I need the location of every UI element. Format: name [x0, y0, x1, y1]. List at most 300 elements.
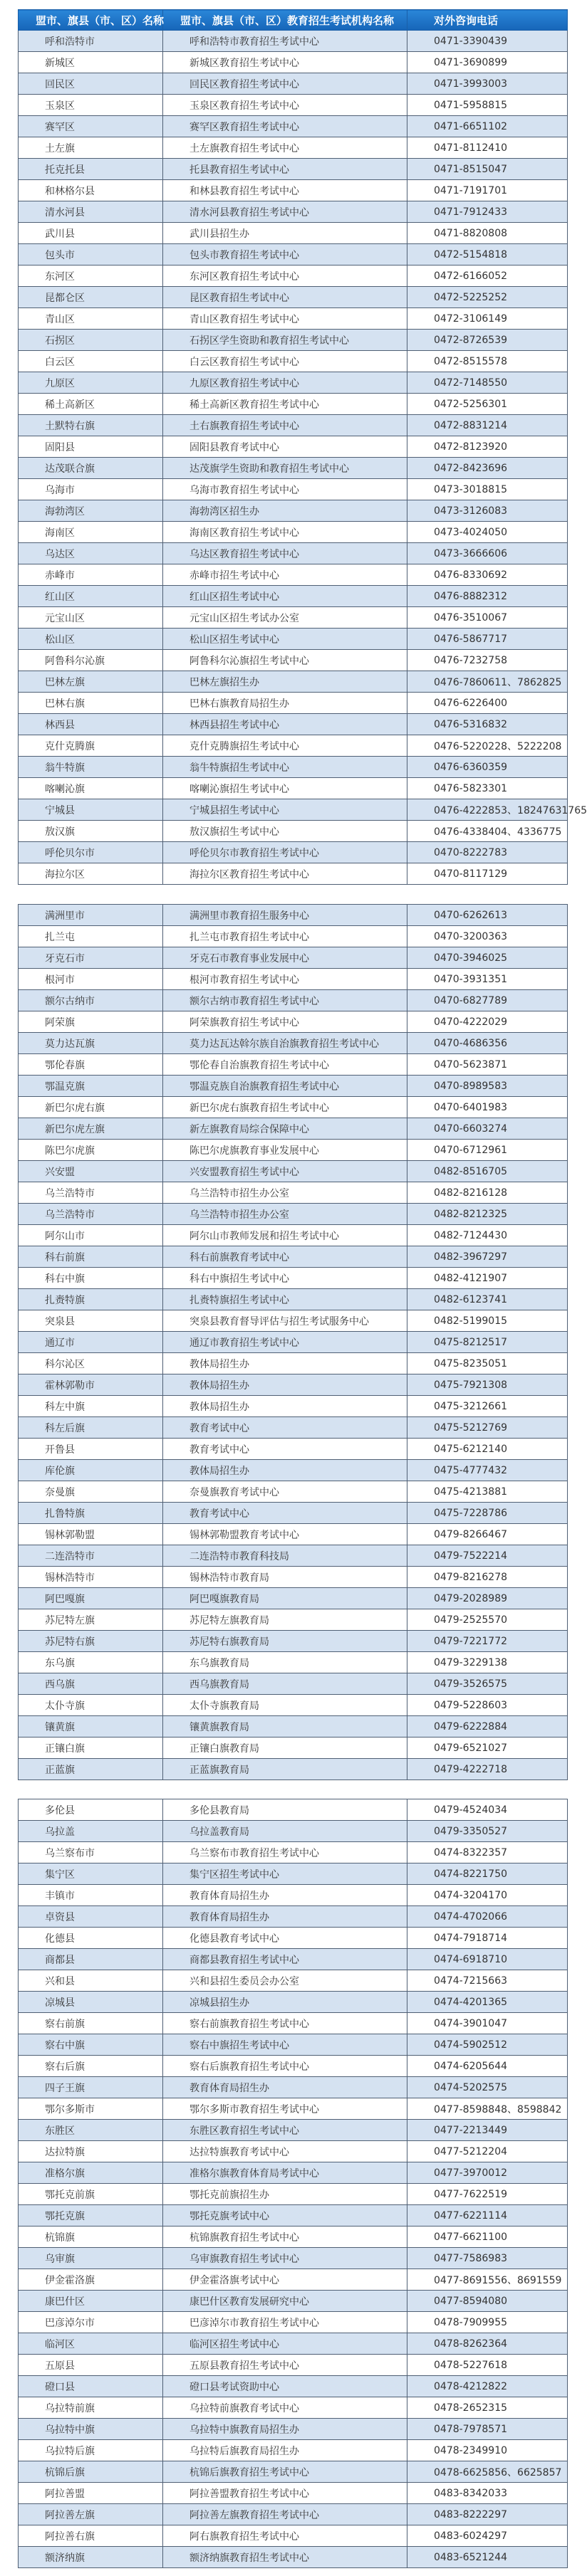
- region-name-cell: 石拐区: [19, 330, 163, 351]
- table-row: [19, 31, 568, 52]
- region-name-cell: 鄂托克前旗: [19, 2184, 163, 2205]
- phone-cell: 0479-4222718: [407, 1759, 568, 1780]
- office-name-cell: 突泉县教育督导评估与招生考试服务中心: [163, 1310, 407, 1332]
- phone-cell: 0472-5256301: [407, 394, 568, 415]
- phone-cell: 0473-3018815: [407, 479, 568, 500]
- table-row: [19, 757, 568, 778]
- office-name-cell: 元宝山区招生考试办公室: [163, 607, 407, 629]
- region-name-cell: 化德县: [19, 1928, 163, 1949]
- region-name-cell: 丰镇市: [19, 1885, 163, 1906]
- table-row: [19, 607, 568, 629]
- phone-cell: 0475-4213881: [407, 1481, 568, 1503]
- phone-cell: 0470-8222783: [407, 842, 568, 863]
- table-row: [19, 2227, 568, 2248]
- office-name-cell: 呼伦贝尔市教育招生考试中心: [163, 842, 407, 863]
- region-name-cell: 阿荣旗: [19, 1011, 163, 1033]
- region-name-cell: 回民区: [19, 73, 163, 95]
- phone-cell: 0478-4212822: [407, 2376, 568, 2397]
- table-row: [19, 1161, 568, 1182]
- table-row: [19, 223, 568, 244]
- table-row: [19, 1738, 568, 1759]
- table-row: [19, 586, 568, 607]
- region-name-cell: 林西县: [19, 714, 163, 735]
- region-name-cell: 和林格尔县: [19, 180, 163, 201]
- phone-cell: 0474-6918710: [407, 1949, 568, 1970]
- office-name-cell: 杭锦后旗教育招生考试中心: [163, 2461, 407, 2483]
- region-name-cell: 察右前旗: [19, 2013, 163, 2034]
- table-row: [19, 351, 568, 372]
- table-row: [19, 1268, 568, 1289]
- table-row: [19, 2077, 568, 2098]
- table-row: [19, 1759, 568, 1780]
- office-name-cell: 通辽市教育招生考试中心: [163, 1332, 407, 1353]
- table-row: [19, 947, 568, 969]
- phone-cell: 0479-7221772: [407, 1631, 568, 1652]
- office-name-cell: 太仆寺旗教育局: [163, 1695, 407, 1716]
- office-name-cell: 阿巴嘎旗教育局: [163, 1588, 407, 1609]
- region-name-cell: 察右中旗: [19, 2034, 163, 2056]
- office-name-cell: 稀土高新区教育招生考试中心: [163, 394, 407, 415]
- phone-cell: 0471-3690899: [407, 52, 568, 73]
- phone-cell: 0472-5154818: [407, 244, 568, 266]
- office-name-cell: 赛罕区教育招生考试中心: [163, 116, 407, 137]
- table-row: [19, 2013, 568, 2034]
- region-name-cell: 昆都仑区: [19, 287, 163, 308]
- region-name-cell: 商都县: [19, 1949, 163, 1970]
- table-row: [19, 1011, 568, 1033]
- table-row: [19, 394, 568, 415]
- table-row: [19, 735, 568, 757]
- table-row: [19, 266, 568, 287]
- region-name-cell: 白云区: [19, 351, 163, 372]
- office-name-cell: 海勃湾区招生办: [163, 500, 407, 522]
- region-name-cell: 奈曼旗: [19, 1481, 163, 1503]
- region-name-cell: 松山区: [19, 629, 163, 650]
- office-name-cell: 教育体育局招生办: [163, 2077, 407, 2098]
- table-row: [19, 2205, 568, 2227]
- phone-cell: 0483-6024297: [407, 2525, 568, 2547]
- region-name-cell: 扎赉特旗: [19, 1289, 163, 1310]
- phone-cell: 0473-3126083: [407, 500, 568, 522]
- table-row: [19, 1054, 568, 1076]
- office-name-cell: 海拉尔区教育招生考试中心: [163, 863, 407, 885]
- region-name-cell: 伊金霍洛旗: [19, 2269, 163, 2291]
- office-name-cell: 东胜区教育招生考试中心: [163, 2120, 407, 2141]
- region-name-cell: 阿拉善左旗: [19, 2504, 163, 2525]
- office-name-cell: 乌拉特中旗教育局招生办: [163, 2419, 407, 2440]
- office-name-cell: 察右前旗教育招生考试中心: [163, 2013, 407, 2034]
- office-name-cell: 东乌旗教育局: [163, 1652, 407, 1673]
- office-name-cell: 呼和浩特市教育招生考试中心: [163, 31, 407, 52]
- region-name-cell: 新巴尔虎右旗: [19, 1097, 163, 1118]
- region-name-cell: 阿拉善右旗: [19, 2525, 163, 2547]
- phone-cell: 0476-3510067: [407, 607, 568, 629]
- office-name-cell: 达拉特旗教育考试中心: [163, 2141, 407, 2162]
- region-name-cell: 锡林郭勒盟: [19, 1524, 163, 1545]
- office-name-cell: 镶黄旗教育局: [163, 1716, 407, 1738]
- phone-cell: 0476-5823301: [407, 778, 568, 799]
- phone-cell: 0477-3970012: [407, 2162, 568, 2184]
- phone-cell: 0479-3350527: [407, 1821, 568, 1842]
- column-header-phone: 对外咨询电话: [407, 10, 568, 31]
- region-name-cell: 鄂尔多斯市: [19, 2098, 163, 2120]
- region-name-cell: 卓资县: [19, 1906, 163, 1928]
- table-row: [19, 137, 568, 159]
- phone-cell: 0471-3993003: [407, 73, 568, 95]
- phone-cell: 0479-4524034: [407, 1799, 568, 1821]
- phone-cell: 0477-6621100: [407, 2227, 568, 2248]
- phone-cell: 0471-3390439: [407, 31, 568, 52]
- office-name-cell: 苏尼特左旗教育局: [163, 1609, 407, 1631]
- table-row: [19, 372, 568, 394]
- table-row: [19, 2291, 568, 2312]
- table-row: [19, 1885, 568, 1906]
- office-name-cell: 教育体育局招生办: [163, 1906, 407, 1928]
- office-name-cell: 鄂尔多斯市教育招生考试中心: [163, 2098, 407, 2120]
- phone-cell: 0470-6401983: [407, 1097, 568, 1118]
- phone-cell: 0478-5227618: [407, 2355, 568, 2376]
- phone-cell: 0474-3901047: [407, 2013, 568, 2034]
- office-name-cell: 达茂旗学生资助和教育招生考试中心: [163, 458, 407, 479]
- table-row: [19, 1225, 568, 1246]
- region-name-cell: 扎鲁特旗: [19, 1503, 163, 1524]
- region-name-cell: 鄂伦春旗: [19, 1054, 163, 1076]
- office-name-cell: 苏尼特右旗教育局: [163, 1631, 407, 1652]
- table-row: [19, 2184, 568, 2205]
- table-row: [19, 308, 568, 330]
- region-name-cell: 阿巴嘎旗: [19, 1588, 163, 1609]
- table-row: [19, 1928, 568, 1949]
- phone-cell: 0471-8515047: [407, 159, 568, 180]
- region-name-cell: 乌审旗: [19, 2248, 163, 2269]
- office-name-cell: 准格尔旗教育体育局考试中心: [163, 2162, 407, 2184]
- table-header-row: [19, 10, 568, 31]
- table-row: [19, 2098, 568, 2120]
- region-name-cell: 集宁区: [19, 1863, 163, 1885]
- column-header-region: 盟市、旗县（市、区）名称: [19, 10, 163, 31]
- phone-cell: 0475-7228786: [407, 1503, 568, 1524]
- table-row: [19, 778, 568, 799]
- region-name-cell: 翁牛特旗: [19, 757, 163, 778]
- region-name-cell: 杭锦后旗: [19, 2461, 163, 2483]
- office-name-cell: 锡林浩特市教育局: [163, 1567, 407, 1588]
- region-name-cell: 固阳县: [19, 436, 163, 458]
- office-name-cell: 察右中旗招生考试中心: [163, 2034, 407, 2056]
- region-name-cell: 通辽市: [19, 1332, 163, 1353]
- table-row: [19, 1863, 568, 1885]
- office-name-cell: 乌达区教育招生考试中心: [163, 543, 407, 564]
- region-name-cell: 正镶白旗: [19, 1738, 163, 1759]
- office-name-cell: 阿尔山市教师发展和招生考试中心: [163, 1225, 407, 1246]
- region-name-cell: 清水河县: [19, 201, 163, 223]
- table-row: [19, 2504, 568, 2525]
- table-row: [19, 1652, 568, 1673]
- phone-cell: 0470-6712961: [407, 1140, 568, 1161]
- region-name-cell: 科左后旗: [19, 1417, 163, 1439]
- office-name-cell: 宁城县招生考试中心: [163, 799, 407, 821]
- office-name-cell: 教体局招生办: [163, 1353, 407, 1374]
- phone-cell: 0474-5202575: [407, 2077, 568, 2098]
- phone-cell: 0475-6212140: [407, 1439, 568, 1460]
- phone-cell: 0477-8691556、8691559: [407, 2269, 568, 2291]
- phone-cell: 0470-3200363: [407, 926, 568, 947]
- region-name-cell: 东乌旗: [19, 1652, 163, 1673]
- phone-cell: 0474-8322357: [407, 1842, 568, 1863]
- phone-cell: 0476-6360359: [407, 757, 568, 778]
- phone-cell: 0482-4121907: [407, 1268, 568, 1289]
- office-name-cell: 教育体育局招生办: [163, 1885, 407, 1906]
- table-row: [19, 1204, 568, 1225]
- region-name-cell: 莫力达瓦旗: [19, 1033, 163, 1054]
- region-name-cell: 阿鲁科尔沁旗: [19, 650, 163, 671]
- office-name-cell: 阿拉善盟教育招生考试中心: [163, 2483, 407, 2504]
- region-name-cell: 准格尔旗: [19, 2162, 163, 2184]
- phone-cell: 0479-2525570: [407, 1609, 568, 1631]
- office-name-cell: 西乌旗教育局: [163, 1673, 407, 1695]
- region-name-cell: 巴林右旗: [19, 693, 163, 714]
- office-name-cell: 锡林郭勒盟教育考试中心: [163, 1524, 407, 1545]
- phone-cell: 0472-5225252: [407, 287, 568, 308]
- phone-cell: 0472-6166052: [407, 266, 568, 287]
- region-name-cell: 呼和浩特市: [19, 31, 163, 52]
- table-row: [19, 1970, 568, 1992]
- table-row: [19, 1033, 568, 1054]
- region-name-cell: 陈巴尔虎旗: [19, 1140, 163, 1161]
- table-row: [19, 1076, 568, 1097]
- office-name-cell: 教体局招生办: [163, 1460, 407, 1481]
- phone-cell: 0477-6221114: [407, 2205, 568, 2227]
- region-name-cell: 武川县: [19, 223, 163, 244]
- phone-cell: 0472-8726539: [407, 330, 568, 351]
- table-row: [19, 1673, 568, 1695]
- table-row: [19, 1182, 568, 1204]
- region-name-cell: 库伦旗: [19, 1460, 163, 1481]
- region-name-cell: 二连浩特市: [19, 1545, 163, 1567]
- region-name-cell: 鄂托克旗: [19, 2205, 163, 2227]
- office-name-cell: 固阳县教育考试中心: [163, 436, 407, 458]
- office-name-cell: 新左旗教育局综合保障中心: [163, 1118, 407, 1140]
- phone-cell: 0477-2213449: [407, 2120, 568, 2141]
- phone-cell: 0470-3931351: [407, 969, 568, 990]
- region-name-cell: 四子王旗: [19, 2077, 163, 2098]
- phone-cell: 0474-4201365: [407, 1992, 568, 2013]
- table-row: [19, 201, 568, 223]
- table-row: [19, 990, 568, 1011]
- table-row: [19, 629, 568, 650]
- office-name-cell: 临河区招生考试中心: [163, 2333, 407, 2355]
- office-name-cell: 乌海市教育招生考试中心: [163, 479, 407, 500]
- table-row: [19, 2376, 568, 2397]
- office-name-cell: 额济纳旗教育招生考试中心: [163, 2547, 407, 2568]
- table-row: [19, 500, 568, 522]
- region-name-cell: 乌拉盖: [19, 1821, 163, 1842]
- region-name-cell: 乌拉特前旗: [19, 2397, 163, 2419]
- region-name-cell: 苏尼特右旗: [19, 1631, 163, 1652]
- office-name-cell: 白云区教育招生考试中心: [163, 351, 407, 372]
- office-name-cell: 敖汉旗招生考试中心: [163, 821, 407, 842]
- region-name-cell: 扎兰屯: [19, 926, 163, 947]
- region-name-cell: 镶黄旗: [19, 1716, 163, 1738]
- table-row: [19, 1799, 568, 1821]
- phone-cell: 0477-7622519: [407, 2184, 568, 2205]
- office-name-cell: 扎兰屯市教育招生考试中心: [163, 926, 407, 947]
- region-name-cell: 托克托县: [19, 159, 163, 180]
- table-row: [19, 1842, 568, 1863]
- office-name-cell: 阿右旗教育招生考试中心: [163, 2525, 407, 2547]
- table-row: [19, 95, 568, 116]
- table-row: [19, 1716, 568, 1738]
- phone-cell: 0476-7860611、7862825: [407, 671, 568, 693]
- region-name-cell: 赛罕区: [19, 116, 163, 137]
- region-name-cell: 新巴尔虎左旗: [19, 1118, 163, 1140]
- table-row: [19, 1949, 568, 1970]
- office-name-cell: 鄂伦春自治旗教育招生考试中心: [163, 1054, 407, 1076]
- office-name-cell: 玉泉区教育招生考试中心: [163, 95, 407, 116]
- phone-cell: 0470-6603274: [407, 1118, 568, 1140]
- region-name-cell: 海拉尔区: [19, 863, 163, 885]
- region-name-cell: 达茂联合旗: [19, 458, 163, 479]
- region-name-cell: 乌拉特后旗: [19, 2440, 163, 2461]
- phone-cell: 0470-4222029: [407, 1011, 568, 1033]
- region-name-cell: 喀喇沁旗: [19, 778, 163, 799]
- table-row: [19, 1524, 568, 1545]
- phone-cell: 0482-8212325: [407, 1204, 568, 1225]
- phone-cell: 0474-6205644: [407, 2056, 568, 2077]
- region-name-cell: 正蓝旗: [19, 1759, 163, 1780]
- phone-cell: 0473-4024050: [407, 522, 568, 543]
- phone-cell: 0476-5220228、5222208: [407, 735, 568, 757]
- office-name-cell: 牙克石市教育事业发展中心: [163, 947, 407, 969]
- region-name-cell: 赤峰市: [19, 564, 163, 586]
- region-name-cell: 海南区: [19, 522, 163, 543]
- table-row: [19, 1396, 568, 1417]
- region-name-cell: 额济纳旗: [19, 2547, 163, 2568]
- phone-cell: 0477-7586983: [407, 2248, 568, 2269]
- phone-cell: 0478-2652315: [407, 2397, 568, 2419]
- phone-cell: 0471-7191701: [407, 180, 568, 201]
- phone-cell: 0472-7148550: [407, 372, 568, 394]
- phone-cell: 0482-7124430: [407, 1225, 568, 1246]
- table-row: [19, 1417, 568, 1439]
- phone-cell: 0482-8516705: [407, 1161, 568, 1182]
- phone-cell: 0470-4686356: [407, 1033, 568, 1054]
- phone-cell: 0475-7921308: [407, 1374, 568, 1396]
- region-name-cell: 土左旗: [19, 137, 163, 159]
- office-name-cell: 正蓝旗教育局: [163, 1759, 407, 1780]
- phone-cell: 0471-7912433: [407, 201, 568, 223]
- region-name-cell: 海勃湾区: [19, 500, 163, 522]
- office-name-cell: 阿鲁科尔沁旗招生考试中心: [163, 650, 407, 671]
- table-row: [19, 73, 568, 95]
- phone-cell: 0483-8342033: [407, 2483, 568, 2504]
- table-row: [19, 650, 568, 671]
- region-name-cell: 呼伦贝尔市: [19, 842, 163, 863]
- office-name-cell: 乌拉特后旗教育局招生办: [163, 2440, 407, 2461]
- phone-cell: 0479-8266467: [407, 1524, 568, 1545]
- region-name-cell: 兴和县: [19, 1970, 163, 1992]
- office-name-cell: 教体局招生办: [163, 1396, 407, 1417]
- table-row: [19, 2461, 568, 2483]
- table-row: [19, 2162, 568, 2184]
- office-name-cell: 巴林右旗教育局招生办: [163, 693, 407, 714]
- region-name-cell: 土默特右旗: [19, 415, 163, 436]
- office-name-cell: 新城区教育招生考试中心: [163, 52, 407, 73]
- region-name-cell: 新城区: [19, 52, 163, 73]
- region-name-cell: 宁城县: [19, 799, 163, 821]
- region-name-cell: 根河市: [19, 969, 163, 990]
- table-row: [19, 1609, 568, 1631]
- phone-cell: 0478-7909955: [407, 2312, 568, 2333]
- table-row: [19, 116, 568, 137]
- region-name-cell: 达拉特旗: [19, 2141, 163, 2162]
- table-row: [19, 2248, 568, 2269]
- phone-cell: 0482-6123741: [407, 1289, 568, 1310]
- table-row: [19, 2269, 568, 2291]
- phone-cell: 0483-8222297: [407, 2504, 568, 2525]
- phone-cell: 0471-8112410: [407, 137, 568, 159]
- region-name-cell: 突泉县: [19, 1310, 163, 1332]
- office-name-cell: 多伦县教育局: [163, 1799, 407, 1821]
- region-name-cell: 东胜区: [19, 2120, 163, 2141]
- office-name-cell: 海南区教育招生考试中心: [163, 522, 407, 543]
- region-name-cell: 乌兰浩特市: [19, 1204, 163, 1225]
- table-row: [19, 1481, 568, 1503]
- office-name-cell: 奈曼旗教育考试中心: [163, 1481, 407, 1503]
- office-name-cell: 乌拉特前旗教育考试中心: [163, 2397, 407, 2419]
- office-name-cell: 莫力达瓦达斡尔族自治旗教育招生考试中心: [163, 1033, 407, 1054]
- phone-cell: 0474-7215663: [407, 1970, 568, 1992]
- phone-cell: 0475-5212769: [407, 1417, 568, 1439]
- table-row: [19, 479, 568, 500]
- office-name-cell: 教育考试中心: [163, 1439, 407, 1460]
- table-row: [19, 2034, 568, 2056]
- table-row: [19, 2440, 568, 2461]
- table-row: [19, 244, 568, 266]
- office-name-cell: 鄂托克前旗招生办: [163, 2184, 407, 2205]
- table-row: [19, 1588, 568, 1609]
- phone-cell: 0472-3106149: [407, 308, 568, 330]
- phone-cell: 0470-8117129: [407, 863, 568, 885]
- table-row: [19, 1353, 568, 1374]
- office-name-cell: 正镶白旗教育局: [163, 1738, 407, 1759]
- office-name-cell: 松山区招生考试中心: [163, 629, 407, 650]
- region-name-cell: 东河区: [19, 266, 163, 287]
- office-name-cell: 教育考试中心: [163, 1503, 407, 1524]
- office-name-cell: 教体局招生办: [163, 1374, 407, 1396]
- region-name-cell: 满洲里市: [19, 905, 163, 926]
- table-row: [19, 564, 568, 586]
- table-row: [19, 1821, 568, 1842]
- phone-cell: 0474-4702066: [407, 1906, 568, 1928]
- office-name-cell: 九原区教育招生考试中心: [163, 372, 407, 394]
- office-name-cell: 石拐区学生资助和教育招生考试中心: [163, 330, 407, 351]
- region-name-cell: 霍林郭勒市: [19, 1374, 163, 1396]
- table-row: [19, 2525, 568, 2547]
- office-name-cell: 乌兰浩特市招生办公室: [163, 1204, 407, 1225]
- phone-cell: 0478-8262364: [407, 2333, 568, 2355]
- exam-office-table-part-2: [18, 904, 568, 1780]
- phone-cell: 0479-3229138: [407, 1652, 568, 1673]
- region-name-cell: 临河区: [19, 2333, 163, 2355]
- exam-office-table-part-1: [18, 9, 587, 885]
- region-name-cell: 科右中旗: [19, 1268, 163, 1289]
- region-name-cell: 青山区: [19, 308, 163, 330]
- region-name-cell: 阿拉善盟: [19, 2483, 163, 2504]
- office-name-cell: 察右后旗教育招生考试中心: [163, 2056, 407, 2077]
- region-name-cell: 科右前旗: [19, 1246, 163, 1268]
- office-name-cell: 巴林左旗招生办: [163, 671, 407, 693]
- region-name-cell: 科左中旗: [19, 1396, 163, 1417]
